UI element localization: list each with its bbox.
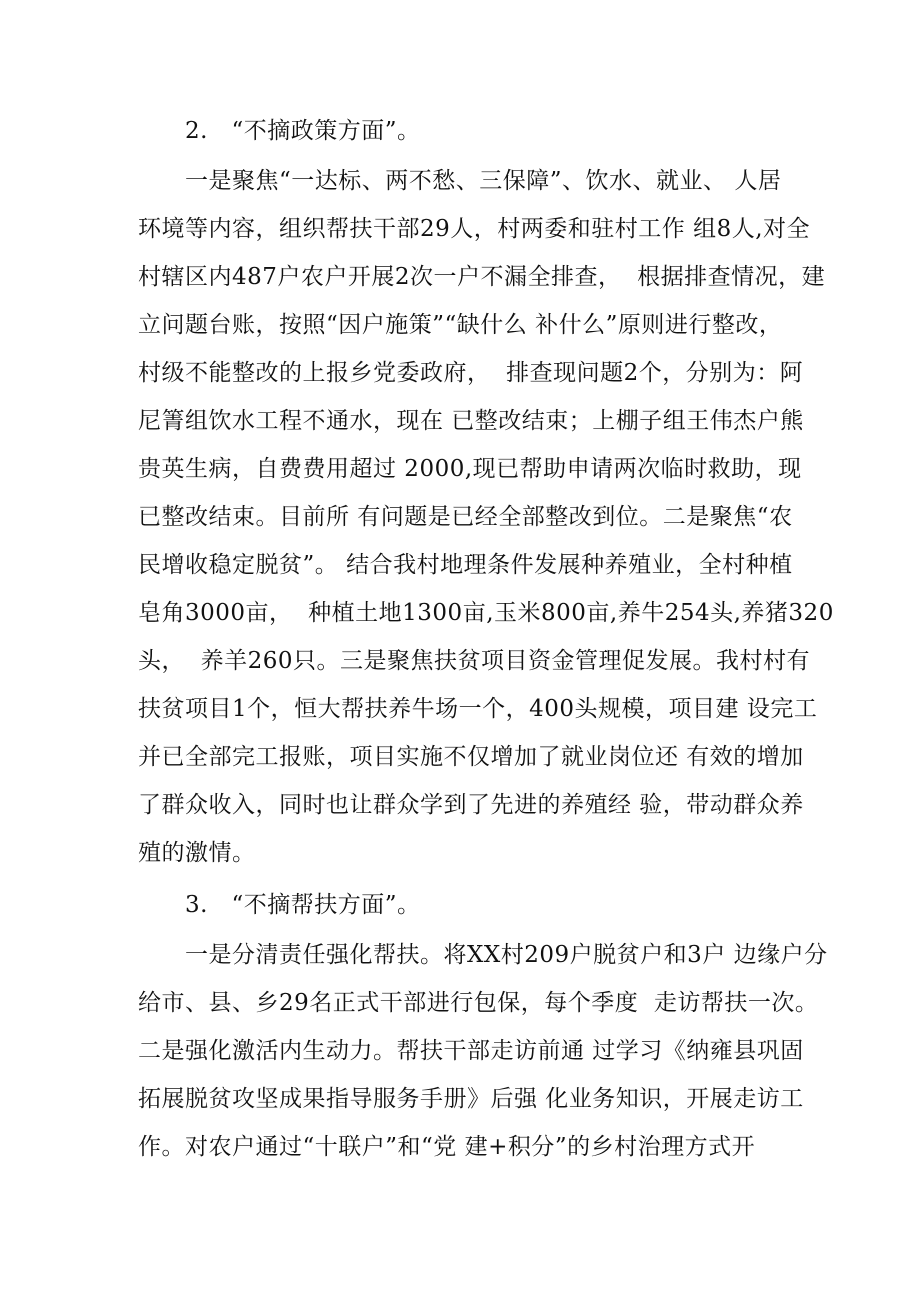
paragraph-line: 头， 养羊260只。三是聚焦扶贫项目资金管理促发展。我村村有: [138, 648, 811, 674]
paragraph-line: 村级不能整改的上报乡党委政府， 排查现问题2个，分别为：阿: [138, 360, 804, 386]
paragraph-line: 殖的激情。: [138, 840, 256, 866]
paragraph-line: 民增收稳定脱贫”。 结合我村地理条件发展种养殖业，全村种植: [138, 552, 793, 578]
section-2-heading: 2. “不摘政策方面”。: [185, 118, 421, 144]
paragraph-line: 村辖区内487户农户开展2次一户不漏全排查， 根据排查情况，建: [138, 264, 826, 290]
paragraph-line: 已整改结束。目前所 有问题是已经全部整改到位。二是聚焦“农: [138, 504, 793, 530]
paragraph-line: 尼箐组饮水工程不通水，现在 已整改结束；上棚子组王伟杰户熊: [138, 408, 804, 434]
paragraph-line: 立问题台账，按照“因户施策”“缺什么 补什么”原则进行整改，: [138, 312, 783, 338]
paragraph-line: 二是强化激活内生动力。帮扶干部走访前通 过学习《纳雍县巩固: [138, 1038, 804, 1064]
paragraph-line: 一是聚焦“一达标、两不愁、三保障”、饮水、就业、 人居: [185, 168, 782, 194]
paragraph-line: 并已全部完工报账，项目实施不仅增加了就业岗位还 有效的增加: [138, 744, 804, 770]
paragraph-line: 环境等内容，组织帮扶干部29人，村两委和驻村工作 组8人,对全: [138, 216, 811, 242]
paragraph-line: 一是分清责任强化帮扶。将XX村209户脱贫户和3户 边缘户分: [185, 942, 828, 968]
paragraph-line: 拓展脱贫攻坚成果指导服务手册》后强 化业务知识，开展走访工: [138, 1086, 804, 1112]
paragraph-line: 给市、县、乡29名正式干部进行包保，每个季度 走访帮扶一次。: [138, 990, 819, 1016]
paragraph-line: 贵英生病，自费费用超过 2000,现已帮助申请两次临时救助，现: [138, 456, 802, 482]
paragraph-line: 皂角3000亩， 种植土地1300亩,玉米800亩,养牛254头,养猪320: [138, 600, 834, 626]
paragraph-line: 了群众收入，同时也让群众学到了先进的养殖经 验，带动群众养: [138, 792, 804, 818]
section-3-heading: 3. “不摘帮扶方面”。: [185, 892, 421, 918]
paragraph-line: 扶贫项目1个，恒大帮扶养牛场一个，400头规模，项目建 设完工: [138, 696, 818, 722]
paragraph-line: 作。对农户通过“十联户”和“党 建+积分”的乡村治理方式开: [138, 1134, 756, 1160]
